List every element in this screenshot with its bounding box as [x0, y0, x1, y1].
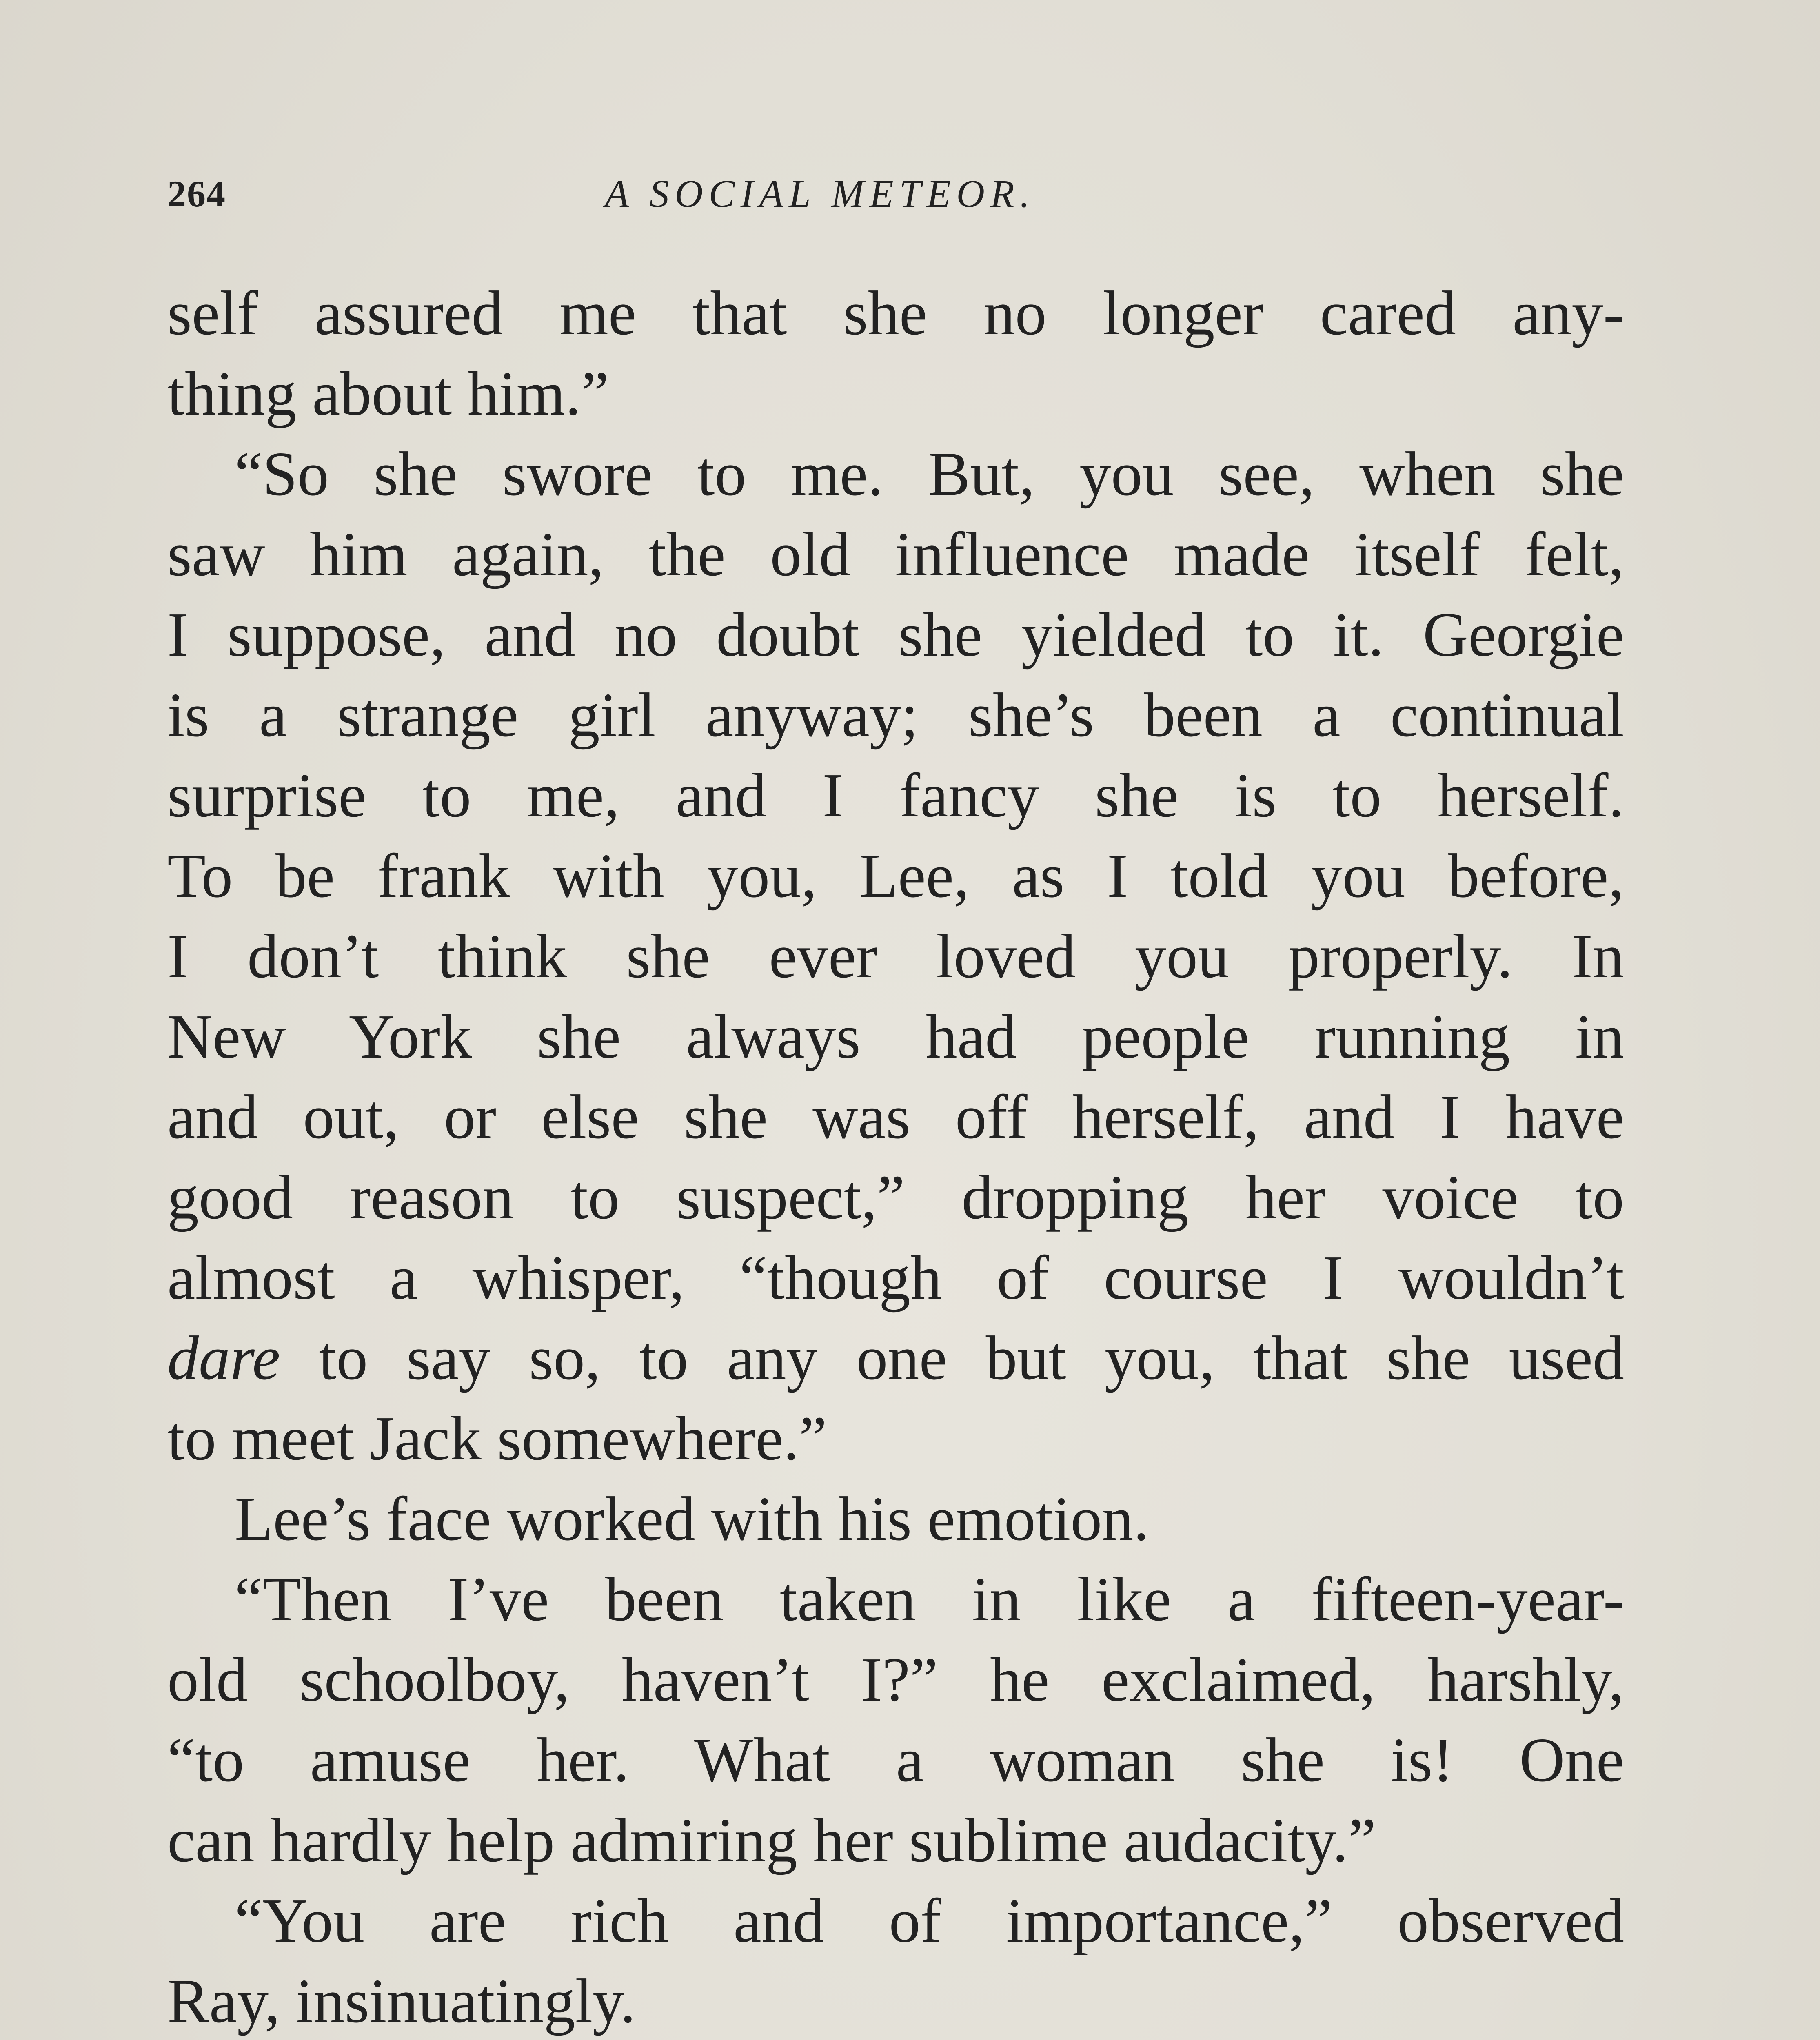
- text-line: To be frank with you, Lee, as I told you before,: [167, 841, 1624, 911]
- text-line: old schoolboy, haven’t I?” he exclaimed, harshly,: [167, 1645, 1624, 1714]
- text-line-content: to say so, to any one but you, that she used: [280, 1324, 1624, 1393]
- text-line: self assured me that she no longer cared any-: [167, 279, 1624, 348]
- text-line: almost a whisper, “though of course I wouldn’t: [167, 1243, 1624, 1313]
- text-line: Lee’s face worked with his emotion.: [235, 1484, 1149, 1554]
- text-line: thing about him.”: [167, 359, 609, 428]
- text-line: New York she always had people running in: [167, 1002, 1624, 1071]
- text-line: “You are rich and of importance,” observed: [235, 1886, 1624, 1956]
- text-line: good reason to suspect,” dropping her voice to: [167, 1163, 1624, 1232]
- body-text: [167, 273, 1624, 2040]
- text-line: I don’t think she ever loved you properly. In: [167, 922, 1624, 991]
- text-line: to meet Jack somewhere.”: [167, 1404, 827, 1473]
- page-number: 264: [167, 173, 226, 215]
- text-line: surprise to me, and I fancy she is to herself.: [167, 761, 1624, 830]
- text-line: saw him again, the old influence made itself felt,: [167, 520, 1624, 589]
- text-line: “to amuse her. What a woman she is! One: [167, 1725, 1624, 1795]
- text-line: can hardly help admiring her sublime audacity.”: [167, 1806, 1376, 1875]
- text-line: “Then I’ve been taken in like a fifteen-year-: [235, 1565, 1624, 1634]
- text-line: [167, 1318, 1624, 1399]
- running-head: A SOCIAL METEOR.: [605, 172, 1036, 215]
- text-line: is a strange girl anyway; she’s been a continual: [167, 681, 1624, 750]
- emphasized-word: dare: [167, 1324, 280, 1393]
- text-line: and out, or else she was off herself, and I have: [167, 1082, 1624, 1152]
- text-line: I suppose, and no doubt she yielded to it. Georgie: [167, 600, 1624, 670]
- text-line: Ray, insinuatingly.: [167, 1967, 636, 2036]
- text-line: “So she swore to me. But, you see, when she: [235, 439, 1624, 509]
- page-header: [167, 163, 1624, 224]
